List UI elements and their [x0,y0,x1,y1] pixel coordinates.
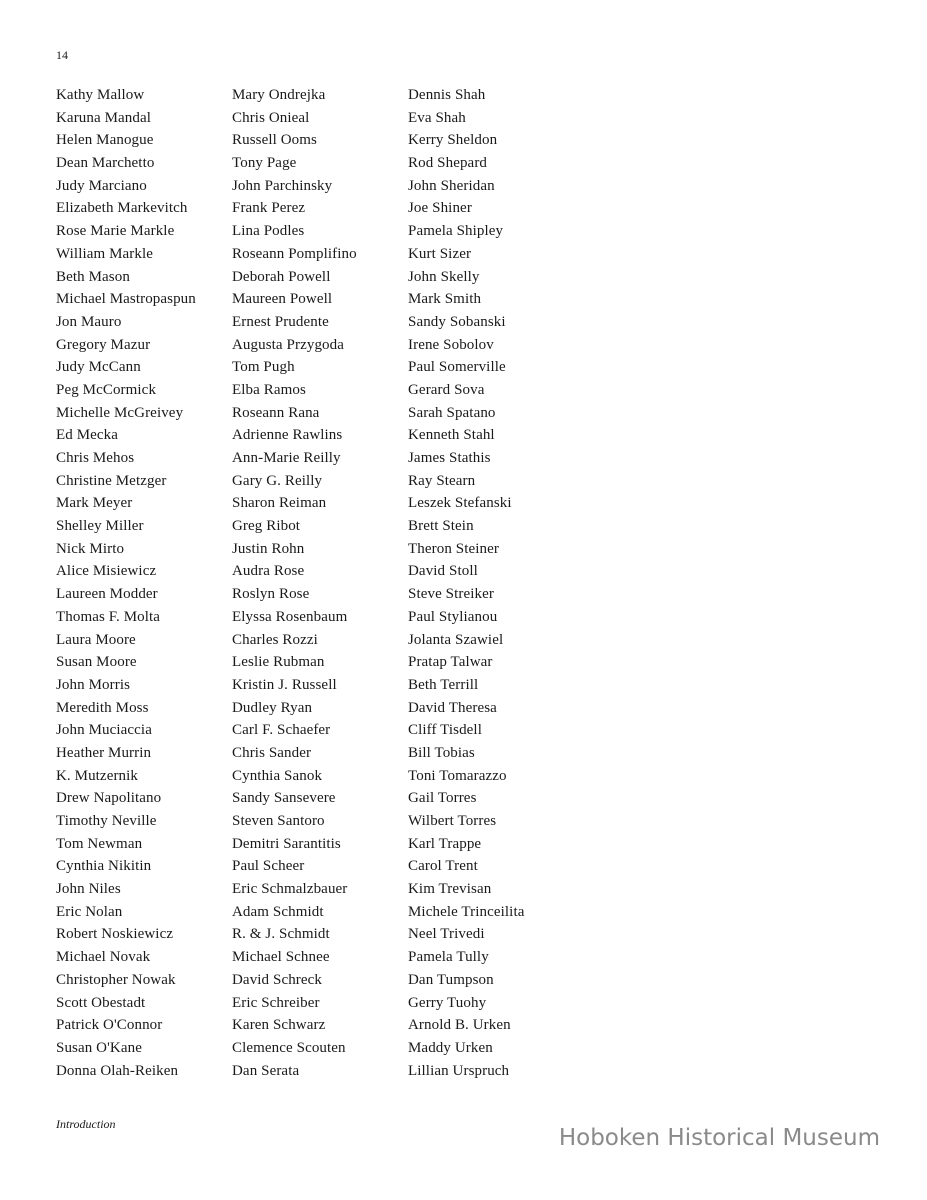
name-entry: Roseann Rana [232,404,320,421]
name-entry: David Theresa [408,699,497,716]
name-entry: Pamela Tully [408,949,489,966]
name-entry: Sharon Reiman [232,495,327,512]
name-entry: Maureen Powell [232,291,333,308]
name-entry: Demitri Sarantitis [232,835,341,852]
name-entry: Shelley Miller [56,518,144,535]
name-entry: Rose Marie Markle [56,223,175,240]
name-entry: John Morris [56,676,131,693]
name-entry: William Markle [56,245,154,262]
name-entry: Chris Mehos [56,450,135,466]
name-entry: Brett Stein [408,518,474,535]
name-entry: Leszek Stefanski [408,495,512,512]
name-entry: Elba Ramos [232,381,306,398]
name-entry: Kerry Sheldon [408,132,498,149]
name-entry: John Muciaccia [56,722,152,739]
name-entry: Theron Steiner [408,540,499,557]
name-entry: Gregory Mazur [56,336,151,353]
name-entry: John Niles [56,881,121,898]
name-entry: Dennis Shah [408,87,486,103]
name-entry: Michael Mastropaspun [56,291,196,308]
name-entry: Tony Page [232,155,297,172]
name-entry: Eric Schreiber [232,994,320,1011]
name-entry: Paul Scheer [232,858,305,875]
name-entry: Dan Tumpson [408,971,494,988]
name-entry: Ray Stearn [408,472,476,489]
name-entry: Adrienne Rawlins [232,427,343,444]
name-entry: Judy Marciano [56,177,147,194]
name-entry: Gail Torres [408,790,477,807]
name-entry: John Skelly [408,268,480,285]
name-entry: Scott Obestadt [56,994,146,1011]
name-list [56,84,616,1084]
name-entry: Kathy Mallow [56,87,145,103]
name-entry: Roslyn Rose [232,586,310,603]
name-entry: Dudley Ryan [232,699,313,716]
name-entry: Roseann Pomplifino [232,245,357,262]
name-entry: David Schreck [232,971,323,988]
page-number: 14 [56,48,68,62]
name-entry: James Stathis [408,450,491,466]
name-entry: Jolanta Szawiel [408,631,504,648]
name-entry: Peg McCormick [56,381,157,398]
name-entry: Paul Stylianou [408,608,498,625]
name-entry: Kristin J. Russell [232,676,337,693]
name-entry: Steve Streiker [408,586,494,603]
name-entry: Mary Ondrejka [232,87,326,103]
name-entry: Gerry Tuohy [408,994,487,1011]
name-entry: Ed Mecka [56,427,119,444]
name-entry: R. & J. Schmidt [232,926,330,943]
name-entry: Laura Moore [56,631,136,648]
name-entry: Irene Sobolov [408,336,494,353]
name-entry: Laureen Modder [56,586,158,603]
name-entry: Cynthia Nikitin [56,858,152,875]
name-entry: Eva Shah [408,109,466,126]
name-entry: John Sheridan [408,177,495,194]
name-entry: Steven Santoro [232,813,325,829]
name-entry: Augusta Przygoda [232,336,344,353]
name-entry: Bill Tobias [408,744,475,761]
name-entry: Sandy Sansevere [232,790,336,807]
name-entry: Karuna Mandal [56,109,152,126]
name-entry: Michele Trinceilita [408,903,525,920]
name-entry: Chris Onieal [232,109,310,126]
name-column-1 [56,84,232,1082]
name-entry: Kim Trevisan [408,881,492,898]
name-column-3 [408,84,584,1082]
name-entry: Elizabeth Markevitch [56,200,188,217]
name-entry: Beth Mason [56,268,130,285]
name-entry: Tom Pugh [232,359,295,376]
name-entry: Pamela Shipley [408,223,504,240]
name-entry: Cynthia Sanok [232,767,323,784]
name-entry: Joe Shiner [408,200,472,217]
name-entry: Kenneth Stahl [408,427,495,444]
name-entry: Cliff Tisdell [408,722,482,739]
name-entry: Robert Noskiewicz [56,926,174,943]
name-entry: Greg Ribot [232,518,301,535]
name-entry: Sandy Sobanski [408,313,506,330]
name-entry: Lina Podles [232,223,305,240]
name-entry: Deborah Powell [232,268,331,285]
name-entry: Christine Metzger [56,472,167,489]
name-entry: Paul Somerville [408,359,506,376]
name-entry: Thomas F. Molta [56,608,161,625]
name-entry: Michael Schnee [232,949,330,966]
name-entry: Kurt Sizer [408,245,472,262]
name-entry: Carl F. Schaefer [232,722,331,739]
name-entry: Eric Schmalzbauer [232,881,348,898]
name-entry: Susan Moore [56,654,137,671]
name-entry: Russell Ooms [232,132,317,149]
name-entry: Neel Trivedi [408,926,485,943]
name-entry: Michael Novak [56,949,151,966]
name-entry: Beth Terrill [408,676,479,693]
name-entry: Audra Rose [232,563,305,580]
name-entry: Adam Schmidt [232,903,324,920]
name-entry: Drew Napolitano [56,790,162,807]
name-entry: Lillian Urspruch [408,1062,510,1079]
name-entry: Toni Tomarazzo [408,767,507,784]
name-entry: John Parchinsky [232,177,333,194]
name-entry: Susan O'Kane [56,1039,142,1056]
name-entry: Karl Trappe [408,835,482,852]
name-entry: Eric Nolan [56,903,123,920]
name-entry: Arnold B. Urken [408,1017,511,1034]
name-entry: Sarah Spatano [408,404,496,421]
name-entry: Maddy Urken [408,1039,493,1056]
name-entry: Nick Mirto [56,540,125,557]
name-entry: Frank Perez [232,200,306,217]
name-entry: K. Mutzernik [56,767,139,784]
name-entry: Karen Schwarz [232,1017,326,1034]
name-entry: Mark Meyer [56,495,133,512]
name-entry: David Stoll [408,563,478,580]
name-entry: Charles Rozzi [232,631,318,648]
name-entry: Justin Rohn [232,540,305,557]
name-entry: Timothy Neville [56,813,157,829]
name-entry: Carol Trent [408,858,478,875]
museum-watermark: Hoboken Historical Museum [558,1125,880,1151]
name-entry: Elyssa Rosenbaum [232,608,348,625]
name-entry: Dean Marchetto [56,155,155,172]
name-entry: Gary G. Reilly [232,472,323,489]
name-entry: Pratap Talwar [408,654,493,671]
name-entry: Ann-Marie Reilly [232,450,341,466]
name-entry: Michelle McGreivey [56,404,184,421]
name-entry: Alice Misiewicz [56,563,157,580]
name-entry: Leslie Rubman [232,654,325,671]
name-entry: Tom Newman [56,835,143,852]
name-entry: Jon Mauro [56,313,122,330]
name-entry: Helen Manogue [56,132,154,149]
name-entry: Heather Murrin [56,744,152,761]
name-entry: Clemence Scouten [232,1039,346,1056]
name-column-2 [232,84,408,1082]
name-entry: Mark Smith [408,291,482,308]
name-entry: Dan Serata [232,1062,300,1079]
name-entry: Christopher Nowak [56,971,176,988]
name-entry: Donna Olah-Reiken [56,1062,179,1079]
name-entry: Meredith Moss [56,699,149,716]
name-entry: Rod Shepard [408,155,488,172]
name-entry: Judy McCann [56,359,141,376]
name-entry: Ernest Prudente [232,313,329,330]
name-entry: Patrick O'Connor [56,1017,163,1034]
section-footer: Introduction [56,1117,116,1131]
name-entry: Wilbert Torres [408,813,497,829]
name-entry: Gerard Sova [408,381,485,398]
name-entry: Chris Sander [232,744,312,761]
